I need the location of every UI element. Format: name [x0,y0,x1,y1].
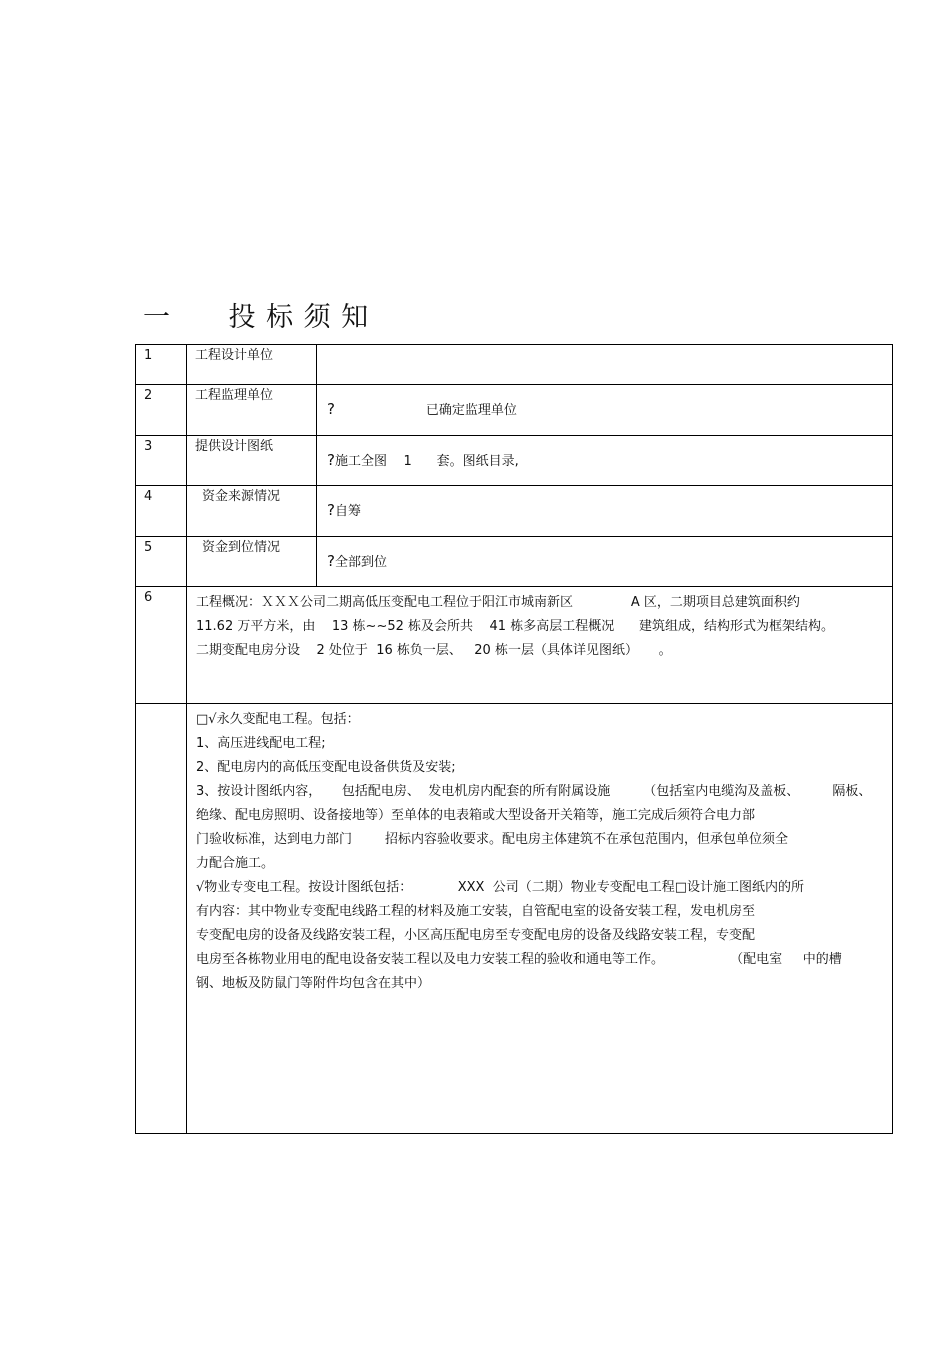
table-row [136,486,893,537]
bullet-marker: ? [327,400,335,418]
row-label-cell [187,345,317,385]
project-overview [187,587,892,663]
row-number-cell [136,537,187,587]
table-row [136,587,893,704]
overview-line: 11.62 万平方米，由 13 栋~~52 栋及会所共 41 栋多高层工程概况 建筑组成，结构形式为框架结构。 [196,619,835,634]
row-number: 1 [144,348,153,363]
row-number: 4 [144,489,153,504]
row-value: 已确定监理单位 [334,403,517,418]
row-label: 工程设计单位 [195,348,274,363]
scope-line: 绝缘、配电房照明、设备接地等）至单体的电表箱或大型设备开关箱等，施工完成后须符合电力部 [196,808,756,823]
scope-line: √物业专变电工程。按设计图纸包括： XXX 公司（二期）物业专变配电工程□设计施工图纸内的所 [196,880,805,895]
row-label-cell [187,385,317,436]
row-number-cell [136,486,187,537]
scope-line: 2、配电房内的高低压变配电设备供货及安装; [196,760,456,775]
row-number: 5 [144,540,153,555]
table-row [136,537,893,587]
row-number-cell [136,436,187,486]
scope-line: 力配合施工。 [196,856,275,871]
row-number-cell [136,345,187,385]
scope-line: 电房至各栋物业用电的配电设备安装工程以及电力安装工程的验收和通电等工作。 （配电室 中的槽 [196,952,842,967]
row-label: 资金来源情况 [202,489,281,504]
row-number: 2 [144,388,153,403]
row-value-cell [317,436,893,486]
scope-line: 钢、地板及防鼠门等附件均包含在其中） [196,976,431,991]
scope-line: 1、高压进线配电工程; [196,736,326,751]
row-label: 提供设计图纸 [195,439,274,454]
row-value-cell [317,486,893,537]
table-row [136,704,893,1134]
row-number-cell [136,587,187,704]
table-row [136,345,893,385]
row-label-cell [187,537,317,587]
row-label-cell [187,436,317,486]
bullet-marker: ? [327,451,335,469]
row-number-cell [136,704,187,1134]
scope-line: 门验收标准，达到电力部门 招标内容验收要求。配电房主体建筑不在承包范围内，但承包单位须全 [196,832,789,847]
overview-line: 工程概况：ＸＸＸ公司二期高低压变配电工程位于阳江市城南新区 A 区，二期项目总建筑面积约 [196,595,800,610]
project-overview-cell [187,587,893,704]
scope-line: 有内容：其中物业专变配电线路工程的材料及施工安装，自管配电室的设备安装工程，发电机房至 [196,904,756,919]
row-value [317,345,892,360]
row-value-cell [317,385,893,436]
row-label: 工程监理单位 [195,388,274,403]
row-value: 全部到位 [334,555,387,570]
bullet-marker: ? [327,552,335,570]
scope-of-work [187,704,892,996]
table-row [136,436,893,486]
row-value: 施工全图 1 套。图纸目录, [334,454,519,469]
row-value: 自筹 [334,504,361,519]
page-title: 一 投 标 须 知 [143,302,370,333]
row-label: 资金到位情况 [202,540,281,555]
row-number: 6 [144,590,153,605]
bidding-notice-table [135,344,893,1134]
scope-cell [187,704,893,1134]
row-number: 3 [144,439,153,454]
bullet-marker: ? [327,501,335,519]
scope-line: 专变配电房的设备及线路安装工程，小区高压配电房至专变配电房的设备及线路安装工程，专变配 [196,928,756,943]
row-number-cell [136,385,187,436]
overview-line: 二期变配电房分设 2 处位于 16 栋负一层、 20 栋一层（具体详见图纸） 。 [196,643,672,658]
row-value-cell [317,537,893,587]
scope-line: 3、按设计图纸内容， 包括配电房、 发电机房内配套的所有附属设施 （包括室内电缆沟及盖板、 隔板、 [196,784,872,799]
scope-line: □√永久变配电工程。包括： [196,712,360,727]
table-row [136,385,893,436]
row-label-cell [187,486,317,537]
row-value-cell [317,345,893,385]
